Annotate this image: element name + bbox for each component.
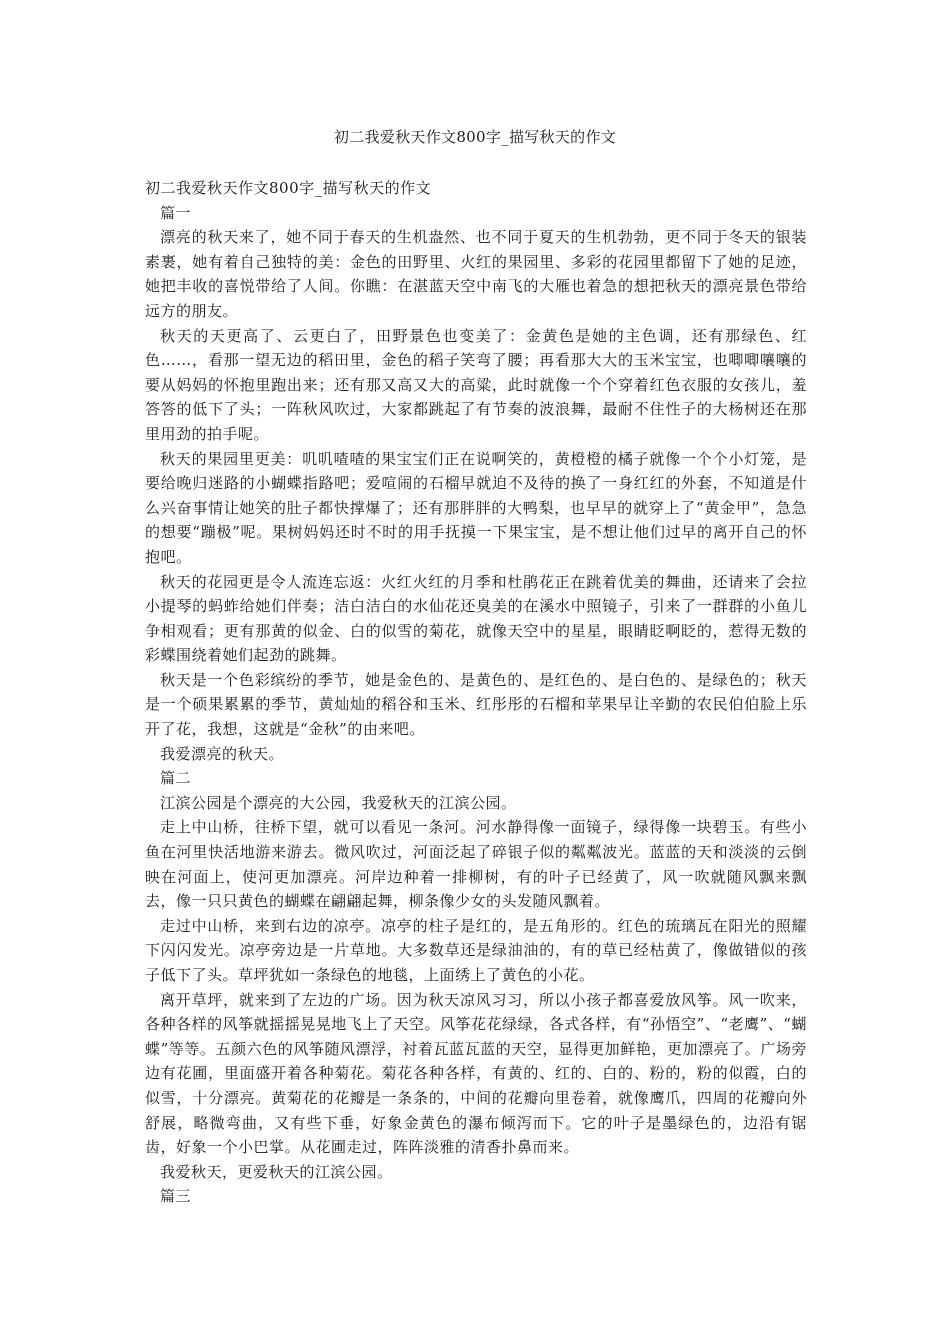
paragraph: 秋天的花园更是令人流连忘返：火红火红的月季和杜鹃花正在跳着优美的舞曲，还请来了会拉小提琴的蚂蚱给她们伴奏；洁白洁白的水仙花还臭美的在溪水中照镜子，引来了一群群的小鱼儿争相观看；更有那黄的似金、白的似雪的菊花，就像天空中的星星，眼睛眨啊眨的，惹得无数的彩蝶围绕着她们起劲的跳舞。: [145, 572, 807, 665]
paragraph: 漂亮的秋天来了，她不同于春天的生机盎然、也不同于夏天的生机勃勃，更不同于冬天的银装素裹，她有着自己独特的美：金色的田野里、火红的果园里、多彩的花园里都留下了她的足迹，她把丰收的喜悦带给了人间。你瞧：在湛蓝天空中南飞的大雁也着急的想把秋天的漂亮景色带给远方的朋友。: [145, 228, 807, 320]
document-body: [145, 176, 807, 1209]
paragraph: 秋天是一个色彩缤纷的季节，她是金色的、是黄色的、是红色的、是白色的、是绿色的；秋天是一个硕果累累的季节，黄灿灿的稻谷和玉米、红彤彤的石榴和苹果早让辛勤的农民伯伯脸上乐开了花，我想，这就是“金秋”的由来吧。: [145, 670, 807, 739]
paragraph: 秋天的天更高了、云更白了，田野景色也变美了：金黄色是她的主色调，还有那绿色、红色……，看那一望无边的稻田里，金色的稻子笑弯了腰；再看那大大的玉米宝宝，也唧唧嚷嚷的要从妈妈的怀抱里跑出来；还有那又高又大的高粱，此时就像一个个穿着红色衣服的女孩儿，羞答答的低下了头；一阵秋风吹过，大家都跳起了有节奏的波浪舞，最耐不住性子的大杨树还在那里用劲的拍手呢。: [145, 326, 807, 443]
paragraph: 江滨公园是个漂亮的大公园，我爱秋天的江滨公园。: [160, 793, 517, 812]
paragraph: 离开草坪，就来到了左边的广场。因为秋天凉风习习，所以小孩子都喜爱放风筝。风一吹来，各种各样的风筝就摇摇晃晃地飞上了天空。风筝花花绿绿，各式各样，有“孙悟空”、“老鹰”、“蝴蝶”等等。五颜六色的风筝随风漂浮，衬着瓦蓝瓦蓝的天空，显得更加鲜艳，更加漂亮了。广场旁边有花圃，里面盛开着各种菊花。菊花各种各样，有黄的、红的、白的、粉的，粉的似霞，白的似雪，十分漂亮。黄菊花的花瓣是一条条的，中间的花瓣向里卷着，就像鹰爪，四周的花瓣向外舒展，略微弯曲，又有些下垂，好象金黄色的瀑布倾泻而下。它的叶子是墨绿色的，边沿有锯齿，好象一个小巴掌。从花圃走过，阵阵淡雅的清香扑鼻而来。: [145, 990, 807, 1157]
paragraph: 我爱漂亮的秋天。: [160, 744, 285, 763]
paragraph: 我爱秋天，更爱秋天的江滨公园。: [160, 1162, 393, 1181]
paragraph: 走上中山桥，往桥下望，就可以看见一条河。河水静得像一面镜子，绿得像一块碧玉。有些小鱼在河里快活地游来游去。微风吹过，河面泛起了碎银子似的粼粼波光。蓝蓝的天和淡淡的云倒映在河面上，使河更加漂亮。河岸边种着一排柳树，有的叶子已经黄了，风一吹就随风飘来飘去，像一只只黄色的蝴蝶在翩翩起舞，柳条像少女的头发随风飘着。: [145, 818, 807, 911]
document-title: 初二我爱秋天作文800字_描写秋天的作文: [333, 128, 617, 146]
section-heading: 篇三: [160, 1187, 192, 1206]
document-subtitle: 初二我爱秋天作文800字_描写秋天的作文: [145, 179, 432, 197]
section-heading: 篇一: [160, 203, 192, 222]
section-heading: 篇二: [160, 769, 192, 788]
paragraph: 秋天的果园里更美：叽叽喳喳的果宝宝们正在说啊笑的，黄橙橙的橘子就像一个个小灯笼，是要给晚归迷路的小蝴蝶指路吧；爱喧闹的石榴早就迫不及待的换了一身红红的外套，不知道是什么兴奋事情让她笑的肚子都快撑爆了；还有那胖胖的大鸭梨，也早早的就穿上了“黄金甲”，急急的想要“蹦极”呢。果树妈妈还时不时的用手抚摸一下果宝宝，是不想让他们过早的离开自己的怀抱吧。: [145, 449, 807, 566]
paragraph: 走过中山桥，来到右边的凉亭。凉亭的柱子是红的，是五角形的。红色的琉璃瓦在阳光的照耀下闪闪发光。凉亭旁边是一片草地。大多数草还是绿油油的，有的草已经枯黄了，像做错似的孩子低下了头。草坪犹如一条绿色的地毯，上面绣上了黄色的小花。: [145, 916, 807, 984]
